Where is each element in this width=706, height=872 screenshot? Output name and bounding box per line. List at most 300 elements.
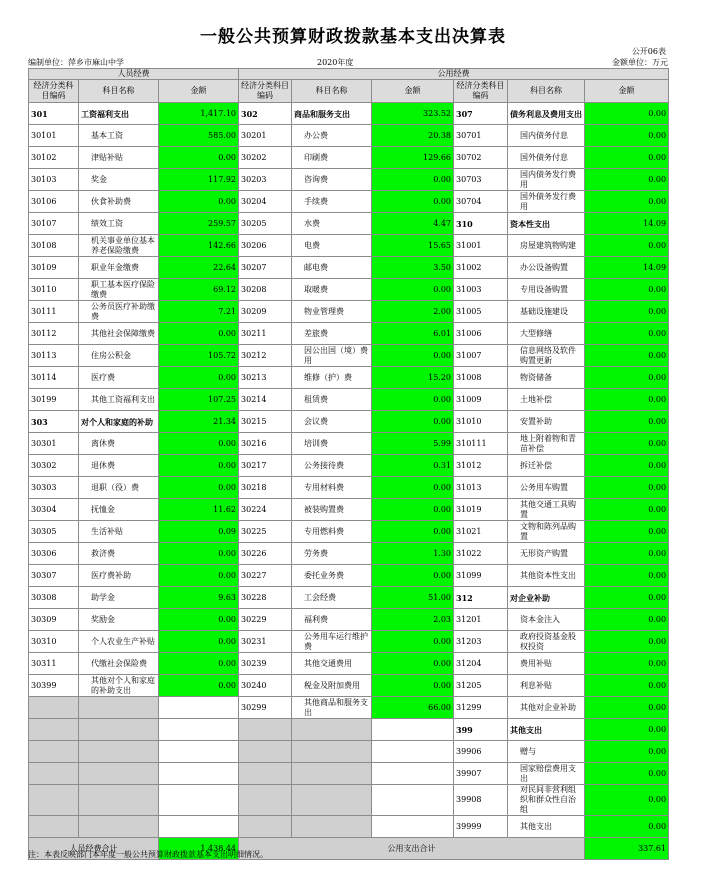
empty-cell: [239, 763, 292, 785]
code-cell: 30211: [239, 323, 292, 345]
empty-cell: [292, 785, 372, 816]
amount-cell: 9.63: [159, 587, 239, 609]
code-cell: 30199: [29, 389, 79, 411]
table-row: [29, 323, 669, 345]
name-cell: 抚恤金: [79, 499, 159, 521]
code-cell: 30108: [29, 235, 79, 257]
amount-cell: 0.00: [159, 433, 239, 455]
code-cell: 30239: [239, 653, 292, 675]
code-cell: 31203: [454, 631, 508, 653]
code-cell: 30206: [239, 235, 292, 257]
amount-cell: 0.00: [585, 103, 669, 125]
amount-cell: 0.31: [372, 455, 454, 477]
name-cell: 奖励金: [79, 609, 159, 631]
amount-cell: 0.00: [585, 543, 669, 565]
name-cell: 伙食补助费: [79, 191, 159, 213]
amount-cell: 2.00: [372, 301, 454, 323]
name-cell: 政府投资基金股权投资: [508, 631, 585, 653]
amount-cell: 259.57: [159, 213, 239, 235]
unit-label: 编制单位：萍乡市麻山中学: [28, 58, 124, 67]
name-cell: 公务接待费: [292, 455, 372, 477]
code-cell: 30207: [239, 257, 292, 279]
name-cell: 福利费: [292, 609, 372, 631]
table-row: [29, 367, 669, 389]
code-cell: 30306: [29, 543, 79, 565]
name-cell: 电费: [292, 235, 372, 257]
amount-cell: 0.00: [585, 125, 669, 147]
code-cell: 30218: [239, 477, 292, 499]
amount-cell: 0.00: [585, 411, 669, 433]
name-cell: 会议费: [292, 411, 372, 433]
code-cell: 30302: [29, 455, 79, 477]
code-cell: 30217: [239, 455, 292, 477]
code-cell: 30299: [239, 697, 292, 719]
amount-cell: 0.00: [585, 169, 669, 191]
header-code: 经济分类科目编码: [239, 80, 292, 103]
name-cell: 津贴补贴: [79, 147, 159, 169]
name-cell: 安置补助: [508, 411, 585, 433]
empty-cell: [372, 785, 454, 816]
empty-cell: [79, 741, 159, 763]
code-cell: 31013: [454, 477, 508, 499]
code-cell: 39999: [454, 816, 508, 838]
code-cell: 312: [454, 587, 508, 609]
code-cell: 30205: [239, 213, 292, 235]
empty-cell: [239, 785, 292, 816]
table-row: [29, 103, 669, 125]
name-cell: 手续费: [292, 191, 372, 213]
name-cell: 租赁费: [292, 389, 372, 411]
amount-cell: 107.25: [159, 389, 239, 411]
name-cell: 邮电费: [292, 257, 372, 279]
name-cell: 印刷费: [292, 147, 372, 169]
table-row: [29, 587, 669, 609]
amount-cell: 0.00: [372, 411, 454, 433]
name-cell: 培训费: [292, 433, 372, 455]
amount-cell: 0.00: [585, 763, 669, 785]
table-row: [29, 433, 669, 455]
empty-cell: [79, 697, 159, 719]
name-cell: 国家赔偿费用支出: [508, 763, 585, 785]
name-cell: 其他社会保障缴费: [79, 323, 159, 345]
amount-cell: 15.20: [372, 367, 454, 389]
amount-cell: 14.09: [585, 213, 669, 235]
amount-cell: 0.00: [585, 653, 669, 675]
code-cell: 30701: [454, 125, 508, 147]
table-row: [29, 345, 669, 367]
table-row: [29, 543, 669, 565]
report-title: 一般公共预算财政拨款基本支出决算表: [200, 27, 506, 47]
name-cell: 对企业补助: [508, 587, 585, 609]
name-cell: 对民间非营利组织和群众性自治组: [508, 785, 585, 816]
name-cell: 债务利息及费用支出: [508, 103, 585, 125]
table-row: [29, 741, 669, 763]
name-cell: 住房公积金: [79, 345, 159, 367]
amount-cell: 129.66: [372, 147, 454, 169]
name-cell: 其他交通费用: [292, 653, 372, 675]
name-cell: 工会经费: [292, 587, 372, 609]
amount-cell: 2.03: [372, 609, 454, 631]
table-row: [29, 279, 669, 301]
name-cell: 其他对企业补助: [508, 697, 585, 719]
amount-cell: 0.00: [585, 741, 669, 763]
name-cell: 文物和陈列品购置: [508, 521, 585, 543]
table-row: [29, 499, 669, 521]
amount-cell: 0.00: [585, 565, 669, 587]
name-cell: 拆迁补偿: [508, 455, 585, 477]
table-row: [29, 169, 669, 191]
name-cell: 取暖费: [292, 279, 372, 301]
code-cell: 30213: [239, 367, 292, 389]
code-cell: 30112: [29, 323, 79, 345]
empty-cell: [79, 763, 159, 785]
empty-cell: [79, 719, 159, 741]
public-total-value: 337.61: [585, 838, 669, 860]
name-cell: 办公设备购置: [508, 257, 585, 279]
code-cell: 30209: [239, 301, 292, 323]
amount-cell: 142.66: [159, 235, 239, 257]
name-cell: 资本性支出: [508, 213, 585, 235]
code-cell: 31008: [454, 367, 508, 389]
amount-unit-label: 金额单位：万元: [612, 58, 668, 67]
code-cell: 30308: [29, 587, 79, 609]
amount-cell: 0.09: [159, 521, 239, 543]
amount-cell: 51.00: [372, 587, 454, 609]
amount-cell: 0.00: [159, 367, 239, 389]
amount-cell: 66.00: [372, 697, 454, 719]
table-row: [29, 785, 669, 816]
name-cell: 维修（护）费: [292, 367, 372, 389]
code-cell: 307: [454, 103, 508, 125]
name-cell: 退职（役）费: [79, 477, 159, 499]
code-cell: 30212: [239, 345, 292, 367]
code-cell: 30229: [239, 609, 292, 631]
name-cell: 土地补偿: [508, 389, 585, 411]
amount-cell: 0.00: [159, 147, 239, 169]
name-cell: 商品和服务支出: [292, 103, 372, 125]
name-cell: 办公费: [292, 125, 372, 147]
amount-cell: 0.00: [159, 323, 239, 345]
name-cell: 专用设备购置: [508, 279, 585, 301]
code-cell: 30208: [239, 279, 292, 301]
amount-cell: 0.00: [585, 675, 669, 697]
code-cell: 30224: [239, 499, 292, 521]
name-cell: 奖金: [79, 169, 159, 191]
amount-cell: 1.30: [372, 543, 454, 565]
amount-cell: 15.65: [372, 235, 454, 257]
name-cell: 公务员医疗补助缴费: [79, 301, 159, 323]
name-cell: 工资福利支出: [79, 103, 159, 125]
table-row: [29, 389, 669, 411]
amount-cell: 0.00: [372, 675, 454, 697]
name-cell: 救济费: [79, 543, 159, 565]
name-cell: 基本工资: [79, 125, 159, 147]
header-code: 经济分类科目编码: [29, 80, 79, 103]
table-row: [29, 609, 669, 631]
amount-cell: 20.38: [372, 125, 454, 147]
amount-cell: 0.00: [372, 191, 454, 213]
code-cell: 30103: [29, 169, 79, 191]
name-cell: 其他交通工具购置: [508, 499, 585, 521]
name-cell: 专用材料费: [292, 477, 372, 499]
code-cell: 31006: [454, 323, 508, 345]
empty-cell: [29, 763, 79, 785]
form-number: 公开06表: [631, 47, 666, 56]
code-cell: 31299: [454, 697, 508, 719]
table-row: [29, 697, 669, 719]
amount-cell: 0.00: [585, 455, 669, 477]
amount-cell: 21.34: [159, 411, 239, 433]
amount-cell: 0.00: [372, 279, 454, 301]
name-cell: 职工基本医疗保险缴费: [79, 279, 159, 301]
amount-cell: 0.00: [585, 697, 669, 719]
amount-cell: 0.00: [585, 235, 669, 257]
name-cell: 对个人和家庭的补助: [79, 411, 159, 433]
header-amount: 金额: [159, 80, 239, 103]
code-cell: 30704: [454, 191, 508, 213]
code-cell: 31010: [454, 411, 508, 433]
amount-cell: 0.00: [159, 455, 239, 477]
amount-cell: 0.00: [159, 609, 239, 631]
name-cell: 赠与: [508, 741, 585, 763]
code-cell: 30216: [239, 433, 292, 455]
code-cell: 30304: [29, 499, 79, 521]
name-cell: 委托业务费: [292, 565, 372, 587]
amount-cell: 0.00: [585, 719, 669, 741]
name-cell: 差旅费: [292, 323, 372, 345]
empty-cell: [292, 741, 372, 763]
amount-cell: 323.52: [372, 103, 454, 125]
table-row: [29, 125, 669, 147]
name-cell: 其他对个人和家庭的补助支出: [79, 675, 159, 697]
amount-cell: 0.00: [585, 389, 669, 411]
code-cell: 31003: [454, 279, 508, 301]
empty-cell: [372, 763, 454, 785]
table-row: [29, 719, 669, 741]
header-public: 公用经费: [239, 69, 669, 80]
table-row: [29, 816, 669, 838]
empty-cell: [159, 816, 239, 838]
code-cell: 30399: [29, 675, 79, 697]
empty-cell: [29, 816, 79, 838]
code-cell: 399: [454, 719, 508, 741]
amount-cell: 0.00: [585, 609, 669, 631]
code-cell: 30106: [29, 191, 79, 213]
code-cell: 30309: [29, 609, 79, 631]
code-cell: 30702: [454, 147, 508, 169]
table-row: [29, 213, 669, 235]
amount-cell: 0.00: [159, 631, 239, 653]
header-group-row: [29, 69, 669, 80]
code-cell: 30114: [29, 367, 79, 389]
amount-cell: 0.00: [585, 631, 669, 653]
amount-cell: 0.00: [372, 345, 454, 367]
amount-cell: 0.00: [159, 565, 239, 587]
amount-cell: 0.00: [585, 147, 669, 169]
code-cell: 30201: [239, 125, 292, 147]
name-cell: 公务用车购置: [508, 477, 585, 499]
name-cell: 地上附着物和青苗补偿: [508, 433, 585, 455]
amount-cell: 0.00: [585, 301, 669, 323]
amount-cell: 0.00: [585, 816, 669, 838]
header-code: 经济分类科目编码: [454, 80, 508, 103]
name-cell: 国内债务发行费用: [508, 169, 585, 191]
header-amount: 金额: [372, 80, 454, 103]
empty-cell: [29, 719, 79, 741]
name-cell: 大型修缮: [508, 323, 585, 345]
amount-cell: 585.00: [159, 125, 239, 147]
name-cell: 咨询费: [292, 169, 372, 191]
footnote: 注：本表反映部门本年度一般公共预算财政拨款基本支出明细情况。: [28, 850, 268, 859]
public-total-label: 公用支出合计: [239, 838, 585, 860]
amount-cell: 69.12: [159, 279, 239, 301]
code-cell: 31005: [454, 301, 508, 323]
amount-cell: 0.00: [585, 433, 669, 455]
empty-cell: [372, 816, 454, 838]
name-cell: 其他资本性支出: [508, 565, 585, 587]
empty-cell: [29, 785, 79, 816]
empty-cell: [159, 741, 239, 763]
personnel-total-value: 1,438.44: [159, 838, 239, 860]
amount-cell: 0.00: [159, 477, 239, 499]
empty-cell: [29, 697, 79, 719]
name-cell: 物资储备: [508, 367, 585, 389]
table-row: [29, 301, 669, 323]
code-cell: 31099: [454, 565, 508, 587]
code-cell: 30102: [29, 147, 79, 169]
table-row: [29, 477, 669, 499]
amount-cell: 7.21: [159, 301, 239, 323]
table-row: [29, 411, 669, 433]
amount-cell: 0.00: [372, 565, 454, 587]
name-cell: 水费: [292, 213, 372, 235]
code-cell: 30113: [29, 345, 79, 367]
code-cell: 30703: [454, 169, 508, 191]
header-name: 科目名称: [508, 80, 585, 103]
amount-cell: 0.00: [585, 521, 669, 543]
amount-cell: 117.92: [159, 169, 239, 191]
code-cell: 30202: [239, 147, 292, 169]
name-cell: 生活补贴: [79, 521, 159, 543]
name-cell: 国内债务付息: [508, 125, 585, 147]
code-cell: 30107: [29, 213, 79, 235]
empty-cell: [292, 763, 372, 785]
code-cell: 30240: [239, 675, 292, 697]
amount-cell: 0.00: [585, 587, 669, 609]
code-cell: 31205: [454, 675, 508, 697]
empty-cell: [159, 763, 239, 785]
empty-cell: [239, 719, 292, 741]
name-cell: 个人农业生产补贴: [79, 631, 159, 653]
empty-cell: [159, 697, 239, 719]
header-name: 科目名称: [292, 80, 372, 103]
name-cell: 绩效工资: [79, 213, 159, 235]
code-cell: 30111: [29, 301, 79, 323]
code-cell: 301: [29, 103, 79, 125]
code-cell: 31002: [454, 257, 508, 279]
code-cell: 31201: [454, 609, 508, 631]
code-cell: 31019: [454, 499, 508, 521]
amount-cell: 0.00: [159, 543, 239, 565]
table-row: [29, 565, 669, 587]
name-cell: 助学金: [79, 587, 159, 609]
name-cell: 代缴社会保险费: [79, 653, 159, 675]
code-cell: 39906: [454, 741, 508, 763]
amount-cell: 0.00: [585, 279, 669, 301]
table-row: [29, 653, 669, 675]
name-cell: 离休费: [79, 433, 159, 455]
amount-cell: 0.00: [372, 631, 454, 653]
amount-cell: 0.00: [159, 675, 239, 697]
code-cell: 30301: [29, 433, 79, 455]
code-cell: 30101: [29, 125, 79, 147]
code-cell: 31007: [454, 345, 508, 367]
name-cell: 医疗费补助: [79, 565, 159, 587]
name-cell: 公务用车运行维护费: [292, 631, 372, 653]
code-cell: 302: [239, 103, 292, 125]
empty-cell: [79, 816, 159, 838]
amount-cell: 0.00: [372, 499, 454, 521]
name-cell: 其他支出: [508, 816, 585, 838]
table-row: [29, 631, 669, 653]
amount-cell: 0.00: [585, 785, 669, 816]
empty-cell: [159, 719, 239, 741]
name-cell: 专用燃料费: [292, 521, 372, 543]
amount-cell: 0.00: [585, 345, 669, 367]
name-cell: 国外债务付息: [508, 147, 585, 169]
amount-cell: 0.00: [585, 499, 669, 521]
code-cell: 303: [29, 411, 79, 433]
name-cell: 信息网络及软件购置更新: [508, 345, 585, 367]
code-cell: 31012: [454, 455, 508, 477]
code-cell: 30310: [29, 631, 79, 653]
empty-cell: [239, 741, 292, 763]
name-cell: 劳务费: [292, 543, 372, 565]
code-cell: 30225: [239, 521, 292, 543]
code-cell: 30226: [239, 543, 292, 565]
name-cell: 基础设施建设: [508, 301, 585, 323]
empty-cell: [159, 785, 239, 816]
name-cell: 费用补贴: [508, 653, 585, 675]
code-cell: 39907: [454, 763, 508, 785]
amount-cell: 0.00: [585, 323, 669, 345]
name-cell: 退休费: [79, 455, 159, 477]
amount-cell: 0.00: [372, 653, 454, 675]
amount-cell: 105.72: [159, 345, 239, 367]
amount-cell: 0.00: [159, 191, 239, 213]
header-amount: 金额: [585, 80, 669, 103]
name-cell: 利息补贴: [508, 675, 585, 697]
amount-cell: 0.00: [372, 169, 454, 191]
amount-cell: 3.50: [372, 257, 454, 279]
header-name: 科目名称: [79, 80, 159, 103]
code-cell: 310111: [454, 433, 508, 455]
empty-cell: [29, 741, 79, 763]
code-cell: 30203: [239, 169, 292, 191]
name-cell: 资本金注入: [508, 609, 585, 631]
code-cell: 31021: [454, 521, 508, 543]
code-cell: 30215: [239, 411, 292, 433]
amount-cell: 0.00: [372, 477, 454, 499]
empty-cell: [372, 719, 454, 741]
code-cell: 30214: [239, 389, 292, 411]
code-cell: 31001: [454, 235, 508, 257]
amount-cell: 14.09: [585, 257, 669, 279]
name-cell: 国外债务发行费用: [508, 191, 585, 213]
amount-cell: 5.99: [372, 433, 454, 455]
code-cell: 30231: [239, 631, 292, 653]
header-column-row: [29, 80, 669, 103]
